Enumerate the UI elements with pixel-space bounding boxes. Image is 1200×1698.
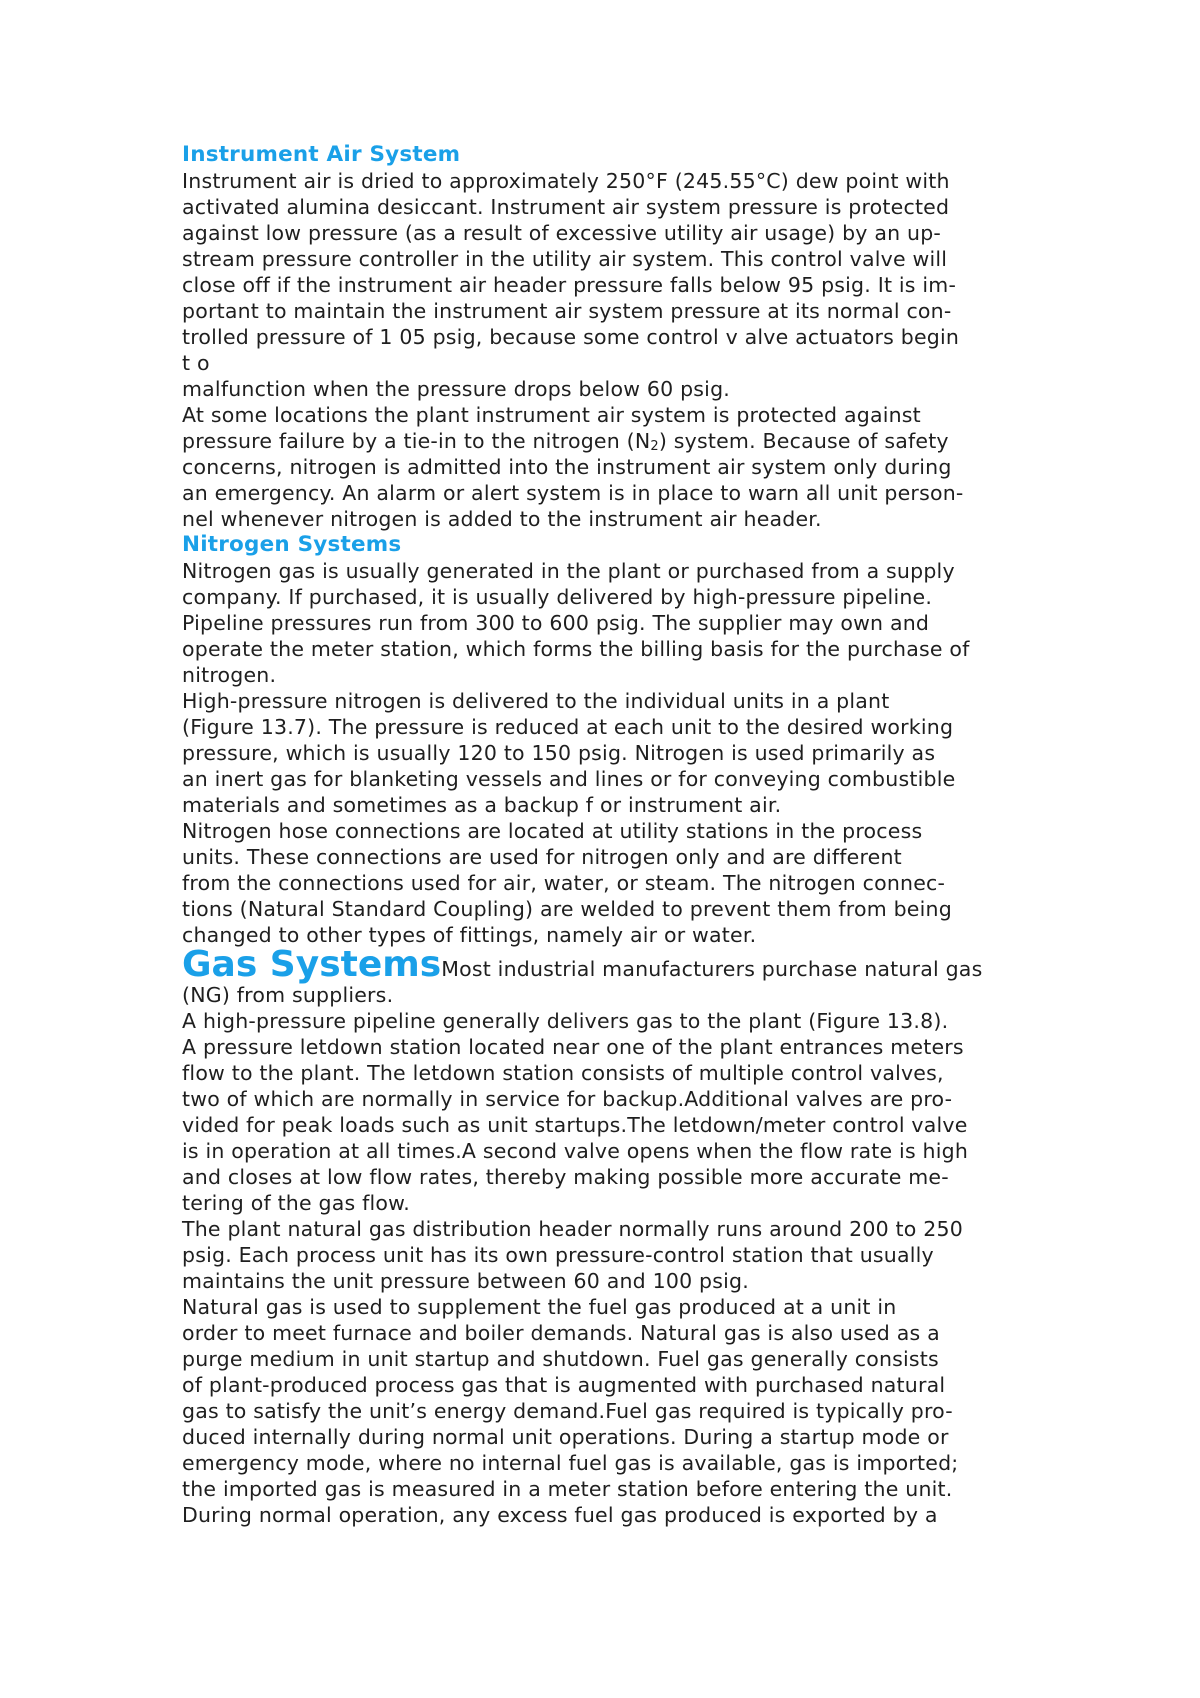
paragraph-line: malfunction when the pressure drops below 60 psig. [182,377,730,401]
paragraph-line: changed to other types of fittings, namely air or water. [182,923,757,947]
paragraph-line: the imported gas is measured in a meter station before entering the unit. [182,1477,953,1501]
paragraph-line: concerns, nitrogen is admitted into the instrument air system only during [182,455,952,479]
paragraph-line: operate the meter station, which forms the billing basis for the purchase of [182,637,970,661]
paragraph-line: (Figure 13.7). The pressure is reduced at each unit to the desired working [182,715,954,739]
paragraph-line: portant to maintain the instrument air system pressure at its normal con- [182,299,952,323]
paragraph-line: tions (Natural Standard Coupling) are welded to prevent them from being [182,897,952,921]
paragraph-line: of plant-produced process gas that is augmented with purchased natural [182,1373,946,1397]
text-fragment: Most industrial manufacturers purchase natural gas [441,957,983,981]
paragraph-line: and closes at low flow rates, thereby making possible more accurate me- [182,1165,949,1189]
paragraph-line: tering of the gas flow. [182,1191,410,1215]
paragraph-line: A pressure letdown station located near one of the plant entrances meters [182,1035,964,1059]
heading-instrument-air-system: Instrument Air System [182,142,461,167]
paragraph-line: is in operation at all times.A second valve opens when the flow rate is high [182,1139,969,1163]
subscript-2: 2 [650,439,659,454]
paragraph-line: gas to satisfy the unit’s energy demand.Fuel gas required is typically pro- [182,1399,953,1423]
paragraph-line: close off if the instrument air header pressure falls below 95 psig. It is im- [182,273,957,297]
paragraph-line: Instrument air is dried to approximately 250°F (245.55°C) dew point with [182,169,950,193]
gas-systems-first-line [182,944,1082,985]
paragraph-line: Pipeline pressures run from 300 to 600 psig. The supplier may own and [182,611,930,635]
paragraph-line: an emergency. An alarm or alert system is in place to warn all unit person- [182,481,964,505]
paragraph-line: maintains the unit pressure between 60 and 100 psig. [182,1269,749,1293]
document-page [182,142,1082,1528]
paragraph-line: trolled pressure of 1 05 psig, because some control v alve actuators begin [182,325,960,349]
paragraph-line: pressure, which is usually 120 to 150 psig. Nitrogen is used primarily as [182,741,936,765]
paragraph-line: company. If purchased, it is usually delivered by high-pressure pipeline. [182,585,933,609]
heading-gas-systems: Gas Systems [182,944,442,985]
paragraph-line: activated alumina desiccant. Instrument air system pressure is protected [182,195,950,219]
paragraph-line: stream pressure controller in the utility air system. This control valve will [182,247,948,271]
paragraph-line: an inert gas for blanketing vessels and lines or for conveying combustible [182,767,956,791]
paragraph-line: materials and sometimes as a backup f or instrument air. [182,793,782,817]
paragraph-line: two of which are normally in service for backup.Additional valves are pro- [182,1087,953,1111]
paragraph-line: units. These connections are used for nitrogen only and are different [182,845,902,869]
text-fragment: ) system. Because of safety [658,429,949,453]
paragraph-line: Nitrogen hose connections are located at utility stations in the process [182,819,923,843]
paragraph-line: nitrogen. [182,663,277,687]
heading-nitrogen-systems: Nitrogen Systems [182,532,402,557]
paragraph-line: psig. Each process unit has its own pressure-control station that usually [182,1243,934,1267]
paragraph-line: duced internally during normal unit operations. During a startup mode or [182,1425,949,1449]
paragraph-line: against low pressure (as a result of excessive utility air usage) by an up- [182,221,942,245]
paragraph-line: vided for peak loads such as unit startups.The letdown/meter control valve [182,1113,968,1137]
paragraph-line: Natural gas is used to supplement the fuel gas produced at a unit in [182,1295,897,1319]
paragraph-line: The plant natural gas distribution header normally runs around 200 to 250 [182,1217,963,1241]
paragraph-line-nitrogen-formula [182,428,1082,454]
paragraph-line: At some locations the plant instrument air system is protected against [182,403,921,427]
paragraph-line: (NG) from suppliers. [182,983,394,1007]
paragraph-line: A high-pressure pipeline generally delivers gas to the plant (Figure 13.8). [182,1009,949,1033]
paragraph-line: t o [182,351,210,375]
paragraph-line: emergency mode, where no internal fuel gas is available, gas is imported; [182,1451,959,1475]
text-fragment: pressure failure by a tie-in to the nitrogen (N [182,429,651,453]
paragraph-line: purge medium in unit startup and shutdown. Fuel gas generally consists [182,1347,939,1371]
paragraph-line: High-pressure nitrogen is delivered to the individual units in a plant [182,689,890,713]
paragraph-line: nel whenever nitrogen is added to the instrument air header. [182,507,822,531]
paragraph-line: flow to the plant. The letdown station consists of multiple control valves, [182,1061,944,1085]
paragraph-line: During normal operation, any excess fuel gas produced is exported by a [182,1503,938,1527]
paragraph-line: order to meet furnace and boiler demands. Natural gas is also used as a [182,1321,940,1345]
paragraph-line: Nitrogen gas is usually generated in the plant or purchased from a supply [182,559,955,583]
paragraph-line: from the connections used for air, water, or steam. The nitrogen connec- [182,871,946,895]
